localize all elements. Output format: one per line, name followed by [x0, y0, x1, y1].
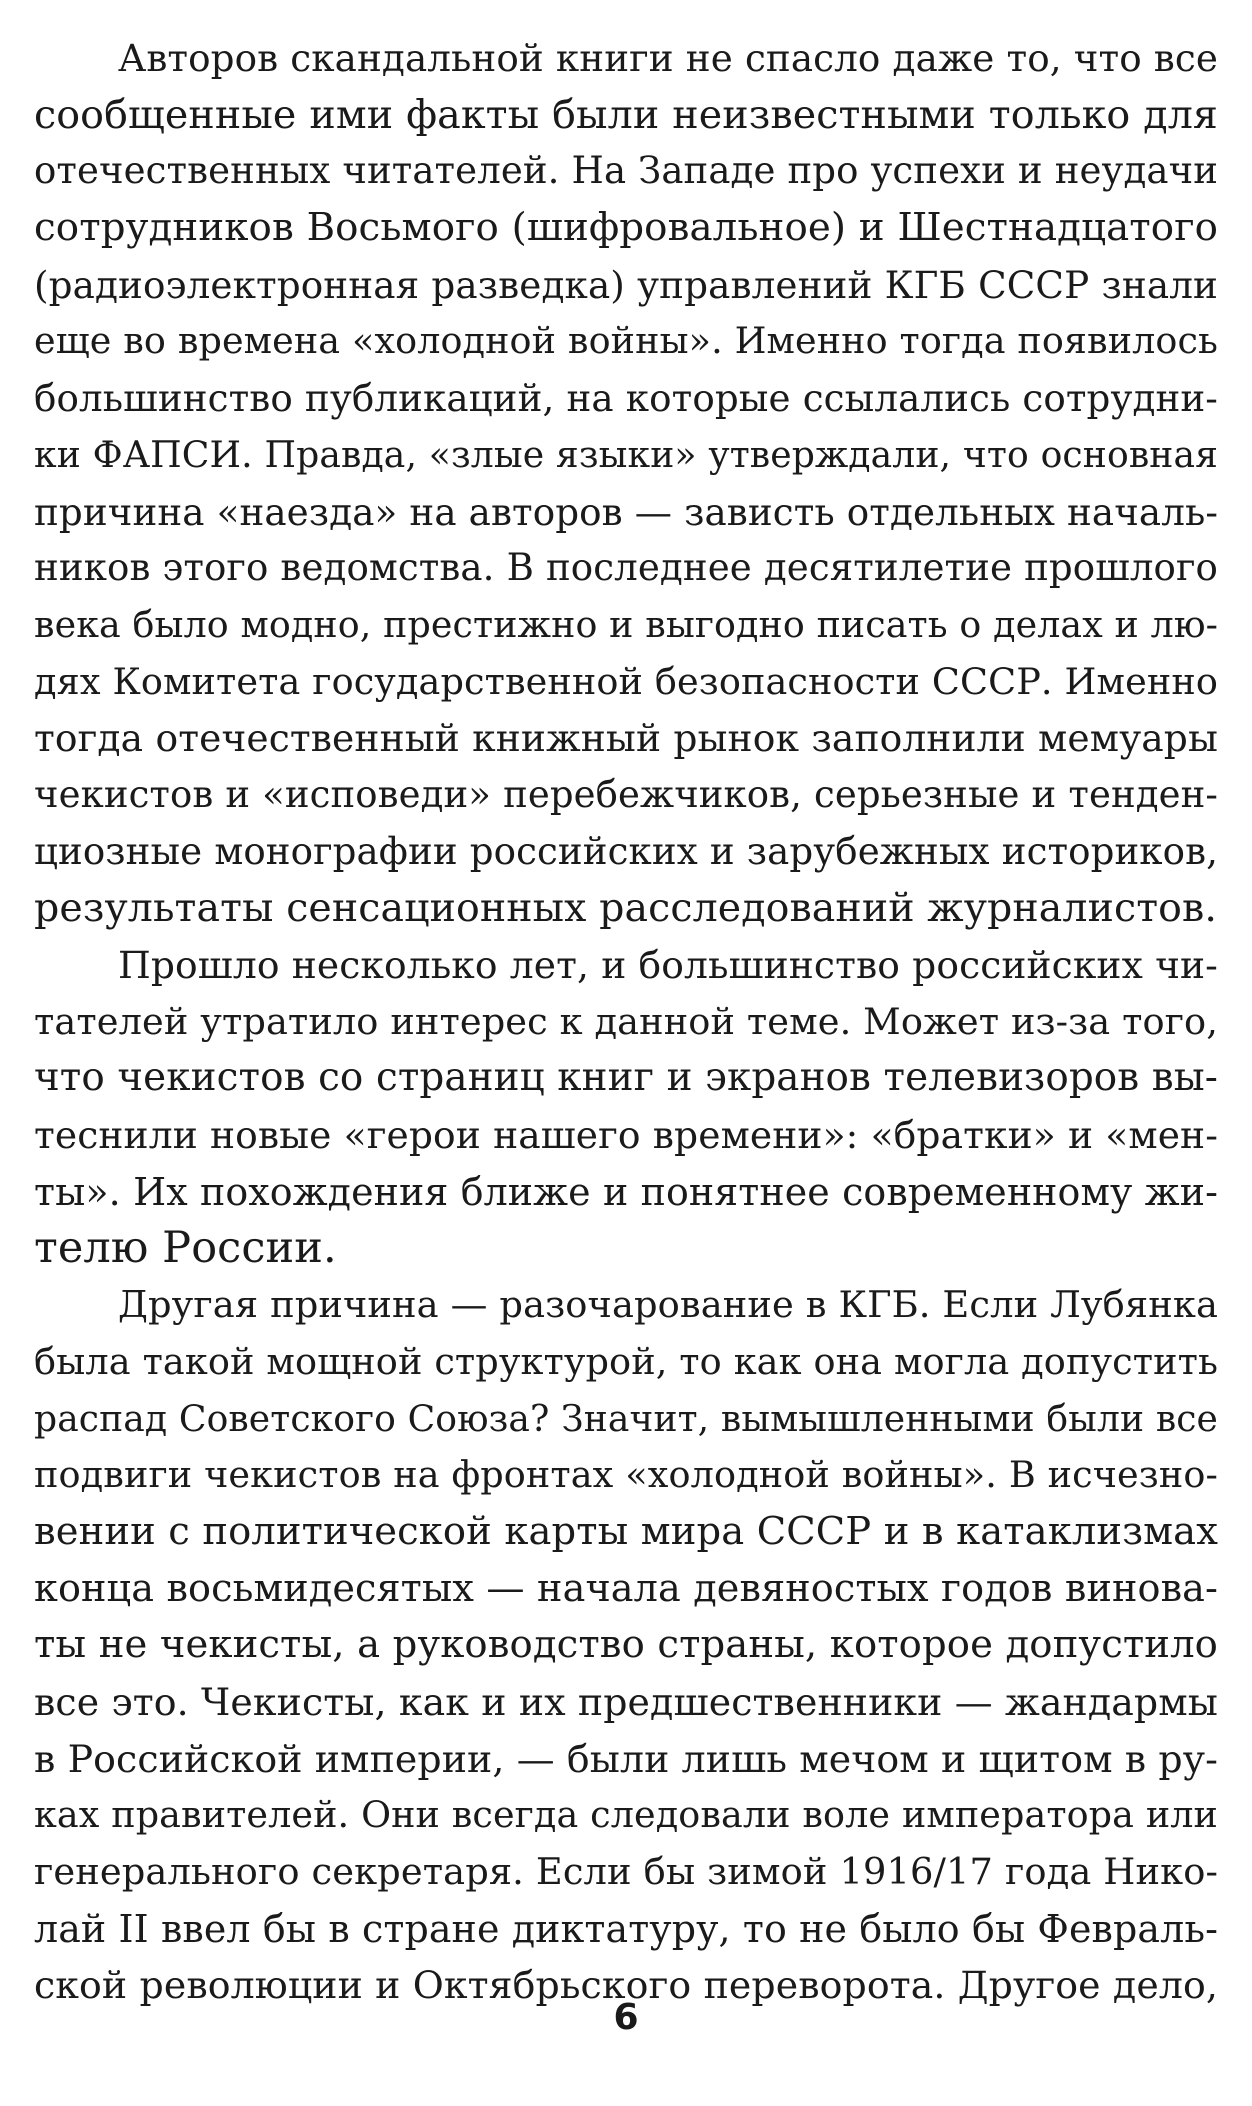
- text-line: конца восьмидесятых — начала девяностых годов винова-: [34, 1566, 1218, 1611]
- text-line: (радиоэлектронная разведка) управлений КГБ СССР знали: [34, 262, 1218, 307]
- text-line: телю России.: [34, 1223, 337, 1274]
- text-line: ках правителей. Они всегда следовали воле императора или: [34, 1793, 1218, 1837]
- text-line: была такой мощной структурой, то как она могла допустить: [34, 1339, 1218, 1383]
- text-line: отечественных читателей. На Западе про успехи и неудачи: [34, 149, 1218, 193]
- text-line: ников этого ведомства. В последнее десятилетие прошлого: [34, 546, 1218, 590]
- book-page: [34, 30, 1218, 2070]
- text-line: причина «наезда» на авторов — зависть отдельных началь-: [34, 489, 1218, 534]
- text-line: распад Советского Союза? Значит, вымышленными были все: [34, 1397, 1218, 1440]
- text-line: циозные монографии российских и зарубежных историков,: [34, 829, 1218, 873]
- text-line: Авторов скандальной книги не спасло даже то, что все: [118, 36, 1218, 80]
- text-line: в Российской империи, — были лишь мечом и щитом в ру-: [34, 1736, 1218, 1781]
- text-line: подвиги чекистов на фронтах «холодной войны». В исчезно-: [34, 1453, 1218, 1497]
- page-number: 6: [613, 1997, 639, 2038]
- text-line: тателей утратило интерес к данной теме. Может из-за того,: [34, 999, 1218, 1043]
- text-line: дях Комитета государственной безопасности СССР. Именно: [34, 659, 1218, 703]
- text-line: сообщенные ими факты были неизвестными только для: [34, 91, 1218, 138]
- text-line: все это. Чекисты, как и их предшественники — жандармы: [34, 1679, 1218, 1724]
- body-text: [34, 30, 1218, 2014]
- text-line: большинство публикаций, на которые ссылались сотрудни-: [34, 376, 1218, 421]
- text-line: ты не чекисты, а руководство страны, которое допустило: [34, 1622, 1218, 1668]
- text-line: вении с политической карты мира СССР и в катаклизмах: [34, 1508, 1218, 1554]
- text-line: ки ФАПСИ. Правда, «злые языки» утверждали, что основная: [34, 432, 1218, 476]
- text-line: теснили новые «герои нашего времени»: «братки» и «мен-: [34, 1113, 1218, 1158]
- text-line: сотрудников Восьмого (шифровальное) и Шестнадцатого: [34, 205, 1218, 251]
- text-line: генерального секретаря. Если бы зимой 1916/17 года Нико-: [34, 1850, 1218, 1893]
- text-line: результаты сенсационных расследований журналистов.: [34, 885, 1217, 932]
- text-line: лай II ввел бы в стране диктатуру, то не было бы Февраль-: [34, 1906, 1218, 1951]
- text-line: века было модно, престижно и выгодно писать о делах и лю-: [34, 602, 1218, 646]
- text-line: тогда отечественный книжный рынок заполнили мемуары: [34, 716, 1218, 761]
- text-line: ской революции и Октябрьского переворота. Другое дело,: [34, 1963, 1218, 2008]
- text-line: Другая причина — разочарование в КГБ. Если Лубянка: [118, 1283, 1218, 1327]
- text-line: еще во времена «холодной войны». Именно тогда появилось: [34, 319, 1218, 363]
- text-line: что чекистов со страниц книг и экранов телевизоров вы-: [34, 1055, 1218, 1101]
- text-line: чекистов и «исповеди» перебежчиков, серьезные и тенден-: [34, 772, 1218, 816]
- text-line: Прошло несколько лет, и большинство российских чи-: [118, 943, 1218, 987]
- text-line: ты». Их похождения ближе и понятнее современному жи-: [34, 1169, 1218, 1214]
